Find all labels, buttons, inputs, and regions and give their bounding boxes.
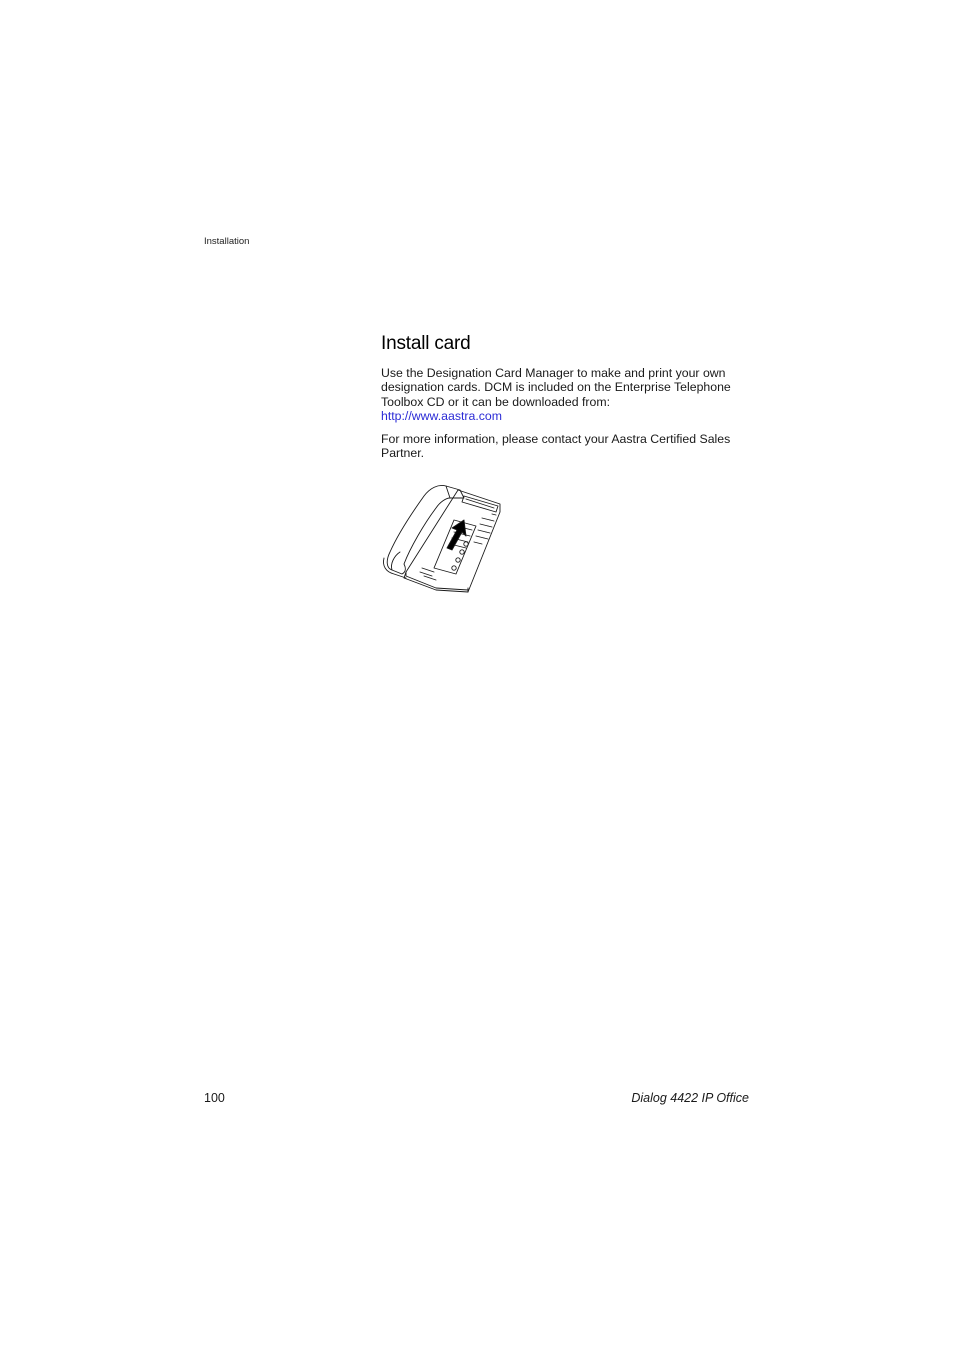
main-content [381,333,751,469]
contact-paragraph: For more information, please contact your Aastra Certified Sales Partner. [381,431,731,461]
aastra-link[interactable]: http://www.aastra.com [381,409,502,424]
intro-paragraph [381,366,751,424]
document-title: Dialog 4422 IP Office [631,1091,749,1105]
page-title: Install card [381,333,471,354]
intro-text: Use the Designation Card Manager to make and print your own designation cards. DCM is included on the Enterprise Telephone Toolbox CD or it can be downloaded from: [381,365,731,409]
phone-with-card-insert-icon [380,480,504,598]
section-header: Installation [204,236,250,247]
page-number: 100 [204,1091,225,1105]
